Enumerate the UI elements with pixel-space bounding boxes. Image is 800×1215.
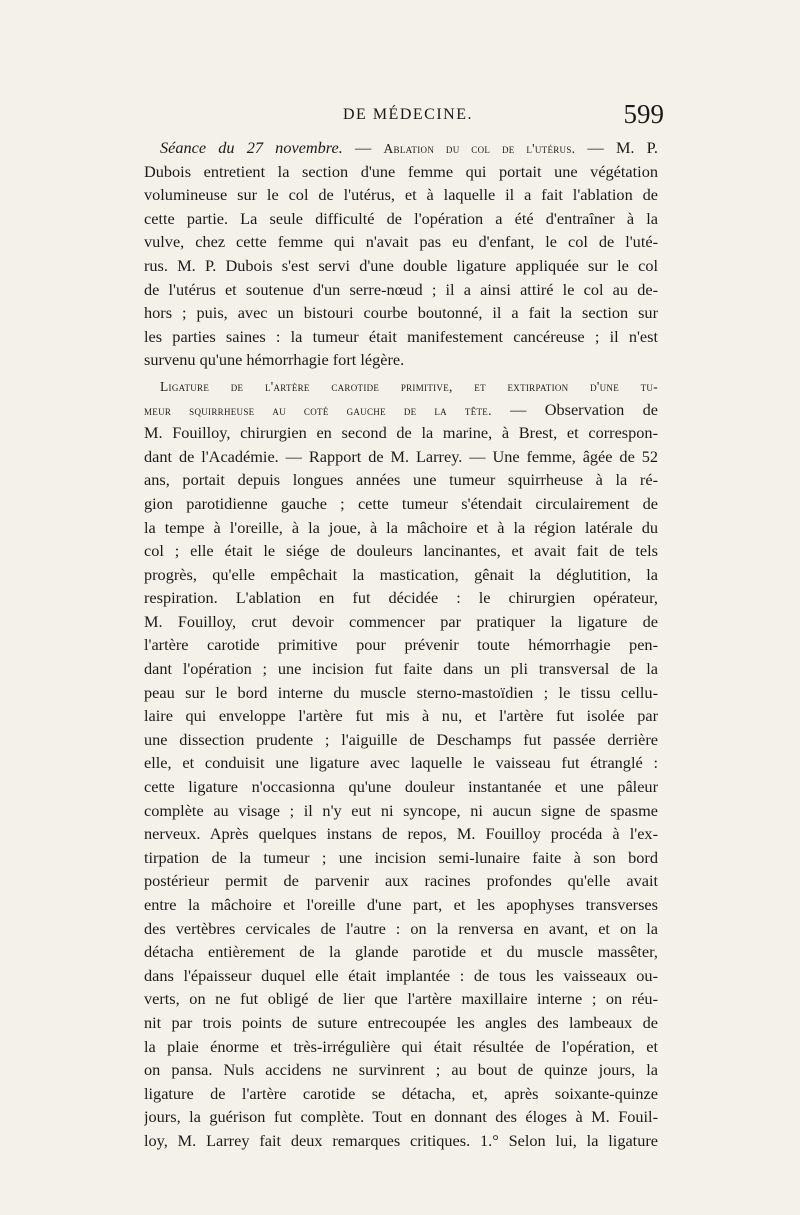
text-line: une dissection prudente ; l'aiguille de Deschamps fut passée derrière	[144, 729, 658, 749]
text-line: détacha entièrement de la glande parotide et du muscle massêter,	[144, 942, 658, 962]
section2-heading-line2	[144, 398, 658, 422]
session-date: Séance du 27 novembre.	[160, 138, 343, 157]
text-line: gion parotidienne gauche ; cette tumeur s'étendait circulairement de	[144, 493, 658, 513]
text-line: loy, M. Larrey fait deux remarques critiques. 1.° Selon lui, la ligature	[144, 1130, 658, 1150]
text-line: tirpation de la tumeur ; une incision semi-lunaire faite à son bord	[144, 847, 658, 867]
text-line: complète au visage ; il n'y eut ni syncope, ni aucun signe de spasme	[144, 800, 658, 820]
text-line: vulve, chez cette femme qui n'avait pas eu d'enfant, le col de l'uté-	[144, 232, 658, 252]
text-line: l'artère carotide primitive pour prévenir toute hémorrhagie pen-	[144, 635, 658, 655]
text-line: nerveux. Après quelques instans de repos, M. Fouilloy procéda à l'ex-	[144, 824, 658, 844]
text-line: nit par trois points de suture entrecoupée les angles des lambeaux de	[144, 1012, 658, 1032]
text-line: ans, portait depuis longues années une tumeur squirrheuse à la ré-	[144, 470, 658, 490]
text-line: hors ; puis, avec un bistouri courbe boutonné, il a fait la section sur	[144, 303, 658, 323]
text-line: entre la mâchoire et l'oreille d'une part, et les apophyses transverses	[144, 895, 658, 914]
text-line: progrès, qu'elle empêchait la mastication, gênait la déglutition, la	[144, 564, 658, 584]
line-continuation: — Observation de	[491, 399, 658, 419]
text-line: des vertèbres cervicales de l'autre : on la renversa en avant, et on la	[144, 918, 658, 938]
text-line: dant l'opération ; une incision fut faite dans un pli transversal de la	[144, 659, 658, 679]
text-line: ligature de l'artère carotide se détacha, et, après soixante-quinze	[144, 1083, 658, 1103]
section2-heading-line1	[144, 374, 658, 398]
text-line: laire qui enveloppe l'artère fut mis à nu, et l'artère fut isolée par	[144, 706, 658, 726]
text-line: on pansa. Nuls accidens ne survinrent ; au bout de quinze jours, la	[144, 1060, 658, 1080]
running-head	[148, 99, 668, 131]
section-heading-ablation: Ablation du col de l'utérus.	[383, 141, 576, 156]
text-line: les parties saines : la tumeur était manifestement cancéreuse ; il n'est	[144, 326, 658, 346]
section-heading-ligature-cont: meur squirrheuse au coté gauche de la tête.	[144, 402, 492, 418]
line-continuation: — M. P.	[575, 138, 658, 157]
text-line: postérieur permit de parvenir aux racines profondes qu'elle avait	[144, 871, 658, 891]
text-line: respiration. L'ablation en fut décidée : le chirurgien opérateur,	[144, 588, 658, 608]
text-line: dans l'épaisseur duquel elle était implantée : de tous les vaisseaux ou-	[144, 965, 658, 985]
page-number: 599	[623, 99, 664, 129]
text-line: M. Fouilloy, chirurgien en second de la marine, à Brest, et correspon-	[144, 423, 658, 443]
text-line: volumineuse sur le col de l'utérus, et à laquelle il a fait l'ablation de	[144, 185, 658, 205]
text-line: dant de l'Académie. — Rapport de M. Larrey. — Une femme, âgée de 52	[144, 446, 658, 466]
body-text	[144, 136, 658, 1153]
running-title: DE MÉDECINE.	[343, 106, 473, 123]
dash: —	[342, 138, 384, 157]
text-line: de l'utérus et soutenue d'un serre-nœud ; il a ainsi attiré le col au de-	[144, 279, 658, 299]
text-line: cette ligature n'occasionna qu'une douleur instantanée et une pâleur	[144, 777, 658, 797]
text-line: survenu qu'une hémorrhagie fort légère.	[144, 350, 405, 370]
text-line: la tempe à l'oreille, à la joue, à la mâchoire et à la région latérale du	[144, 517, 658, 537]
text-line: jours, la guérison fut complète. Tout en donnant des éloges à M. Fouil-	[144, 1107, 658, 1127]
text-line: cette partie. La seule difficulté de l'opération a été d'entraîner à la	[144, 208, 658, 228]
section-heading-ligature: Ligature de l'artère carotide primitive, et extirpation d'une tu-	[160, 378, 658, 394]
text-line: peau sur le bord interne du muscle sterno-mastoïdien ; le tissu cellu-	[144, 682, 658, 702]
section1-first-line	[144, 136, 658, 160]
text-line: Dubois entretient la section d'une femme qui portait une végétation	[144, 161, 658, 181]
text-line: M. Fouilloy, crut devoir commencer par pratiquer la ligature de	[144, 611, 658, 631]
text-line: col ; elle était le siége de douleurs lancinantes, et avait fait de tels	[144, 541, 658, 561]
text-line: verts, on ne fut obligé de lier que l'artère maxillaire interne ; on réu-	[144, 989, 658, 1009]
text-line: rus. M. P. Dubois s'est servi d'une double ligature appliquée sur le col	[144, 255, 658, 275]
text-line: la plaie énorme et très-irrégulière qui était résultée de l'opération, et	[144, 1036, 658, 1056]
text-line: elle, et conduisit une ligature avec laquelle le vaisseau fut étranglé :	[144, 753, 658, 773]
